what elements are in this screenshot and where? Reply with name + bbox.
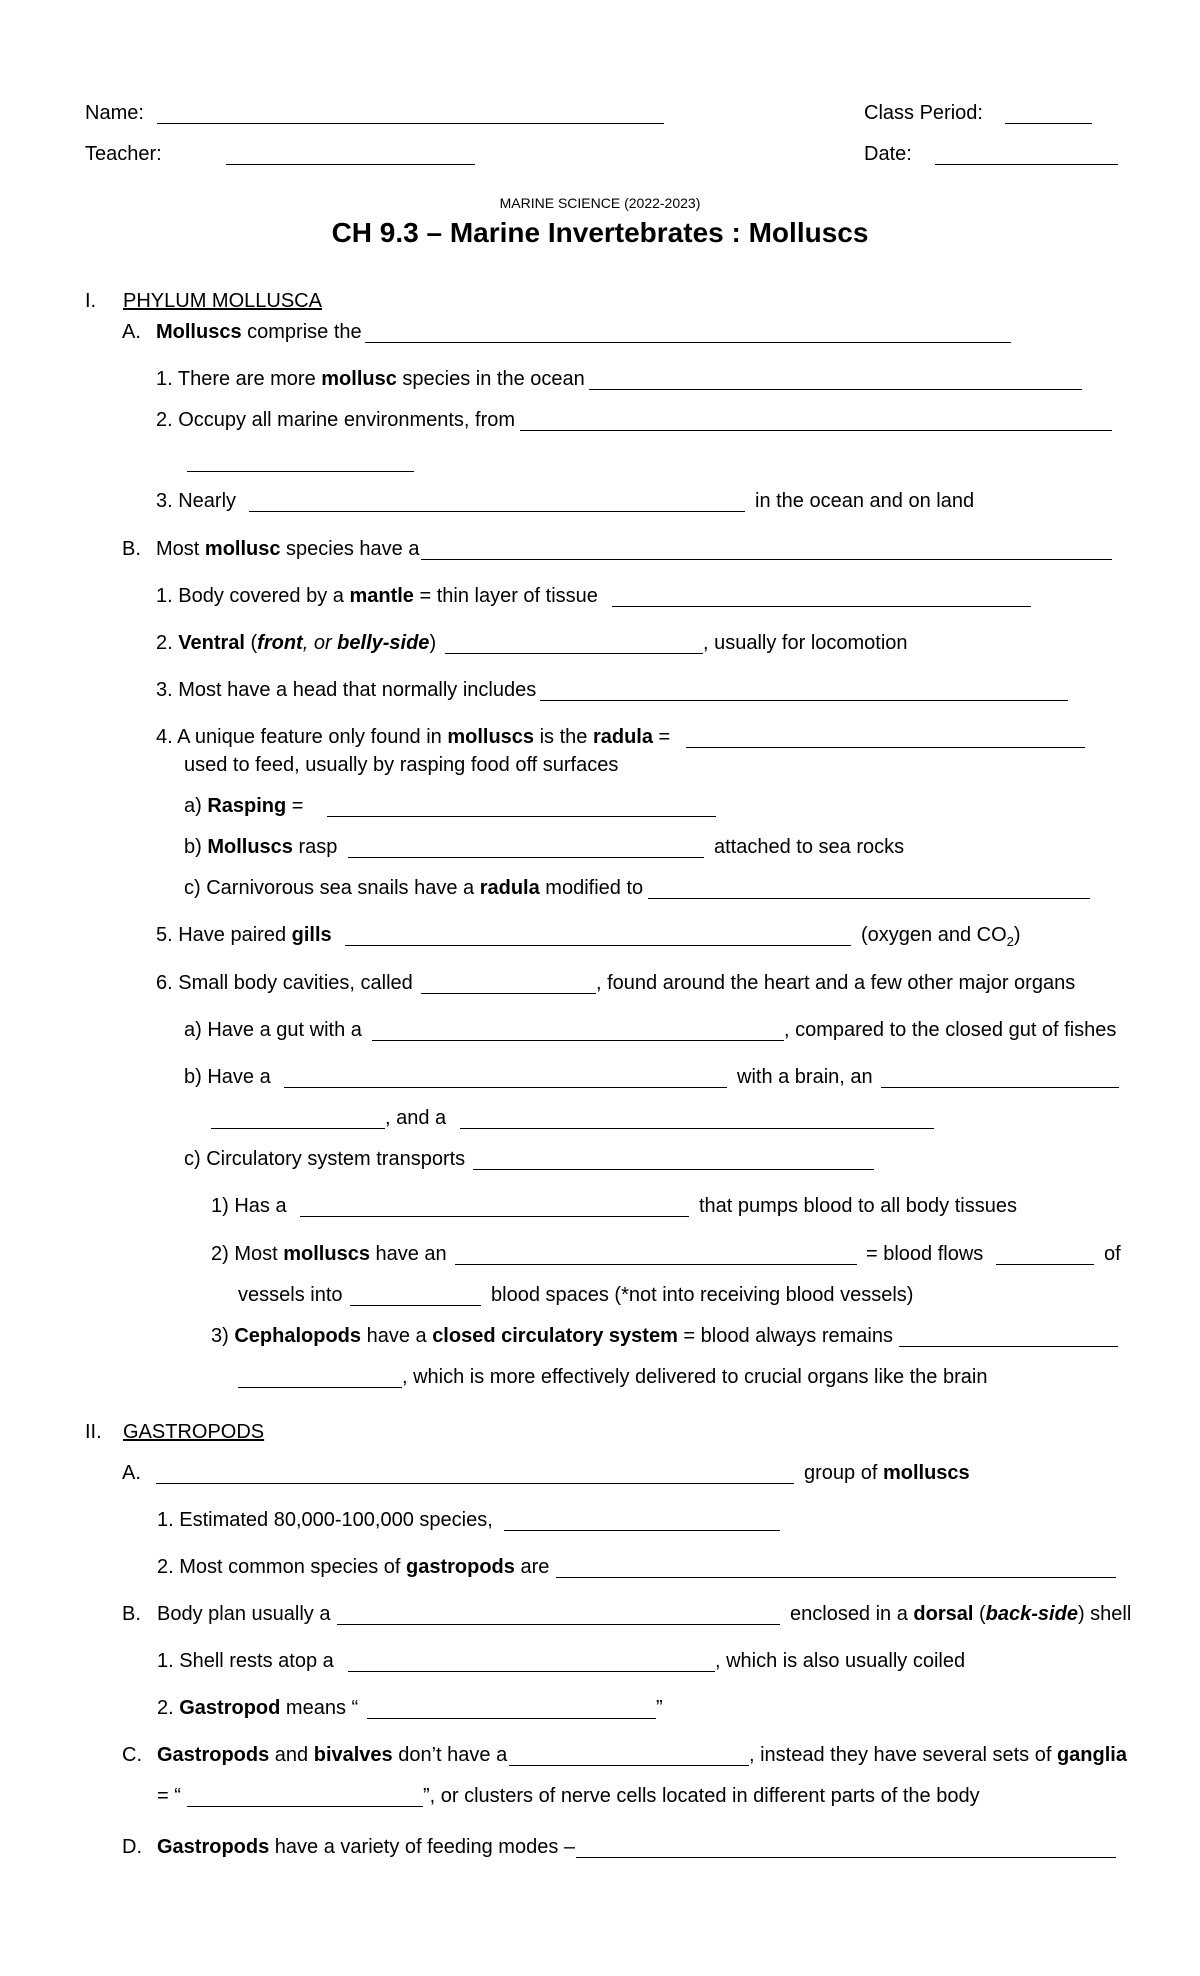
answer-blank[interactable] — [372, 1040, 784, 1041]
item-2d — [0, 1836, 1200, 1876]
bold-term: Gastropod — [179, 1697, 281, 1719]
answer-blank[interactable] — [300, 1216, 689, 1217]
item-text: that pumps blood to all body tissues — [699, 1195, 1017, 1217]
text: rasp — [292, 836, 338, 858]
item-text: c) Circulatory system transports — [184, 1148, 466, 1170]
item-text — [156, 538, 419, 560]
answer-blank[interactable] — [509, 1765, 749, 1766]
section-1-number: I. — [85, 290, 97, 312]
text: ) — [1013, 924, 1021, 946]
answer-blank[interactable] — [520, 430, 1112, 431]
text: = thin layer of tissue — [413, 585, 598, 607]
answer-blank[interactable] — [156, 1483, 794, 1484]
bold-term: closed circulatory system — [432, 1325, 678, 1347]
bold-term: Rasping — [207, 795, 287, 817]
bold-italic-term: belly-side — [337, 632, 430, 654]
text: = blood always remains — [677, 1325, 893, 1347]
page-title: CH 9.3 – Marine Invertebrates : Molluscs — [331, 217, 869, 248]
item-letter: A. — [122, 1462, 141, 1484]
item-1a2-continued — [0, 450, 1200, 490]
text: have a variety of feeding modes – — [269, 1836, 575, 1858]
item-letter: C. — [122, 1744, 142, 1766]
text: (oxygen and CO — [861, 924, 1007, 946]
text: ( — [973, 1603, 986, 1625]
item-text — [156, 924, 332, 946]
text: means “ — [280, 1697, 359, 1719]
answer-blank[interactable] — [211, 1128, 385, 1129]
answer-blank[interactable] — [337, 1624, 780, 1625]
item-text: blood spaces (*not into receiving blood vessels) — [491, 1284, 914, 1306]
text: = — [286, 795, 304, 817]
bold-term: radula — [592, 726, 653, 748]
bold-term: Molluscs — [207, 836, 293, 858]
text: is the — [534, 726, 593, 748]
item-letter: A. — [122, 321, 141, 343]
bold-term: radula — [479, 877, 540, 899]
bold-term: molluscs — [283, 1243, 370, 1265]
section-2-title: GASTROPODS — [123, 1421, 265, 1443]
text: 3) — [211, 1325, 235, 1347]
item-1b6a — [0, 1019, 1200, 1059]
text: c) Carnivorous sea snails have a — [184, 877, 480, 899]
name-input[interactable] — [157, 123, 664, 124]
bold-term: Gastropods — [157, 1744, 270, 1766]
item-text — [157, 1697, 358, 1719]
teacher-row — [0, 143, 1200, 183]
answer-blank[interactable] — [556, 1577, 1116, 1578]
bold-italic-term: back-side — [985, 1603, 1078, 1625]
text: b) — [184, 836, 208, 858]
item-text — [804, 1462, 970, 1484]
answer-blank[interactable] — [996, 1264, 1094, 1265]
item-text: used to feed, usually by rasping food off surfaces — [184, 754, 619, 776]
item-text — [184, 795, 304, 817]
item-text — [157, 1836, 575, 1858]
item-1a1 — [0, 368, 1200, 408]
item-text: 1. Shell rests atop a — [157, 1650, 334, 1672]
answer-blank[interactable] — [345, 945, 851, 946]
bold-term: molluscs — [882, 1462, 970, 1484]
item-text: 6. Small body cavities, called — [156, 972, 413, 994]
item-1b6c1 — [0, 1195, 1200, 1235]
text: enclosed in a — [790, 1603, 914, 1625]
item-text: , and a — [385, 1107, 447, 1129]
item-text: = blood flows — [866, 1243, 984, 1265]
item-text: , which is more effectively delivered to crucial organs like the brain — [402, 1366, 988, 1388]
class-period-label: Class Period: — [864, 102, 983, 124]
item-1b6 — [0, 972, 1200, 1012]
answer-blank[interactable] — [350, 1305, 481, 1306]
answer-blank[interactable] — [504, 1530, 780, 1531]
text: 5. Have paired — [156, 924, 292, 946]
bold-term: dorsal — [913, 1603, 974, 1625]
answer-blank[interactable] — [327, 816, 716, 817]
item-text: Body plan usually a — [157, 1603, 331, 1625]
text: 2) Most — [211, 1243, 284, 1265]
teacher-label: Teacher: — [85, 143, 162, 165]
item-text: 3. Nearly — [156, 490, 237, 512]
item-text: , which is also usually coiled — [715, 1650, 966, 1672]
section-2-number: II. — [85, 1421, 102, 1443]
item-1b6b-continued — [0, 1107, 1200, 1147]
item-text — [749, 1744, 1127, 1766]
answer-blank[interactable] — [348, 1671, 715, 1672]
bold-term: molluscs — [447, 726, 535, 748]
bold-term: Molluscs — [156, 321, 242, 343]
subscript: 2 — [1006, 934, 1014, 949]
answer-blank[interactable] — [576, 1857, 1116, 1858]
item-text: in the ocean and on land — [755, 490, 975, 512]
item-text: , found around the heart and a few other major organs — [596, 972, 1076, 994]
text: ) shell — [1077, 1603, 1132, 1625]
bold-term: mantle — [349, 585, 414, 607]
item-1b — [0, 538, 1200, 578]
item-1a2 — [0, 409, 1200, 449]
bold-term: mollusc — [321, 368, 397, 390]
answer-blank[interactable] — [284, 1087, 727, 1088]
answer-blank[interactable] — [540, 700, 1068, 701]
item-text: a) Have a gut with a — [184, 1019, 362, 1041]
item-1b3 — [0, 679, 1200, 719]
item-2b1 — [0, 1650, 1200, 1690]
name-row — [0, 102, 1200, 142]
item-2c-continued — [0, 1785, 1200, 1825]
bold-term: ganglia — [1056, 1744, 1127, 1766]
answer-blank[interactable] — [460, 1128, 934, 1129]
text: species have a — [280, 538, 420, 560]
item-text: ”, or clusters of nerve cells located in different parts of the body — [423, 1785, 980, 1807]
item-letter: B. — [122, 1603, 141, 1625]
item-1b2 — [0, 632, 1200, 672]
bold-term: Cephalopods — [234, 1325, 362, 1347]
item-text — [790, 1603, 1131, 1625]
text: 1. Body covered by a — [156, 585, 350, 607]
item-1b6c2-continued — [0, 1284, 1200, 1324]
item-1a3 — [0, 490, 1200, 530]
item-1b6c — [0, 1148, 1200, 1188]
item-text: of — [1104, 1243, 1121, 1265]
section-1-title: PHYLUM MOLLUSCA — [123, 290, 322, 312]
item-text — [211, 1325, 893, 1347]
item-2a2 — [0, 1556, 1200, 1596]
item-1b4b — [0, 836, 1200, 876]
course-subtitle: MARINE SCIENCE (2022-2023) — [499, 195, 701, 211]
italic-text: , or — [302, 632, 338, 654]
teacher-input[interactable] — [226, 164, 475, 165]
answer-blank[interactable] — [612, 606, 1031, 607]
text: 2. Most common species of — [157, 1556, 406, 1578]
answer-blank[interactable] — [686, 747, 1085, 748]
text: group of — [804, 1462, 883, 1484]
item-text: vessels into — [238, 1284, 343, 1306]
text: don’t have a — [392, 1744, 508, 1766]
text: Most — [156, 538, 205, 560]
item-text — [157, 1556, 549, 1578]
item-text — [156, 321, 362, 343]
item-2a — [0, 1462, 1200, 1502]
item-text: ” — [656, 1697, 663, 1719]
item-1b6b — [0, 1066, 1200, 1106]
item-2c — [0, 1744, 1200, 1784]
item-text: 1. Estimated 80,000-100,000 species, — [157, 1509, 493, 1531]
item-1a — [0, 321, 1200, 361]
item-text — [861, 924, 1021, 953]
bold-term: gills — [291, 924, 332, 946]
bold-term: Ventral — [178, 632, 245, 654]
bold-term: bivalves — [313, 1744, 393, 1766]
bold-term: Gastropods — [157, 1836, 270, 1858]
item-1b5 — [0, 924, 1200, 964]
item-text — [157, 1744, 507, 1766]
item-text: , compared to the closed gut of fishes — [784, 1019, 1117, 1041]
text: , instead they have several sets of — [749, 1744, 1057, 1766]
item-1b1 — [0, 585, 1200, 625]
item-1b6c3-continued — [0, 1366, 1200, 1406]
answer-blank[interactable] — [473, 1169, 874, 1170]
item-text — [156, 585, 598, 607]
answer-blank[interactable] — [348, 857, 704, 858]
answer-blank[interactable] — [881, 1087, 1119, 1088]
item-text — [211, 1243, 447, 1265]
text: ) — [429, 632, 437, 654]
item-text: with a brain, an — [737, 1066, 873, 1088]
item-text: 2. Occupy all marine environments, from — [156, 409, 516, 431]
text: have an — [369, 1243, 447, 1265]
bold-term: gastropods — [405, 1556, 515, 1578]
text: = — [653, 726, 671, 748]
text: comprise the — [241, 321, 362, 343]
date-label: Date: — [864, 143, 912, 165]
class-period-input[interactable] — [1005, 123, 1092, 124]
item-text: = “ — [157, 1785, 181, 1807]
item-1b4c — [0, 877, 1200, 917]
answer-blank[interactable] — [455, 1264, 857, 1265]
item-text — [156, 368, 585, 390]
item-2b2 — [0, 1697, 1200, 1737]
answer-blank[interactable] — [899, 1346, 1118, 1347]
section-2-heading — [0, 1421, 1200, 1461]
text: 4. A unique feature only found in — [156, 726, 448, 748]
text: and — [269, 1744, 314, 1766]
item-2a1 — [0, 1509, 1200, 1549]
answer-blank[interactable] — [249, 511, 745, 512]
answer-blank[interactable] — [445, 653, 703, 654]
answer-blank[interactable] — [365, 342, 1011, 343]
answer-blank[interactable] — [187, 471, 414, 472]
answer-blank[interactable] — [421, 559, 1112, 560]
item-1b6c3 — [0, 1325, 1200, 1365]
item-1b4a — [0, 795, 1200, 835]
text: 1. There are more — [156, 368, 322, 390]
item-1b6c2 — [0, 1243, 1200, 1283]
item-text — [156, 726, 670, 748]
item-letter: B. — [122, 538, 141, 560]
bold-term: mollusc — [204, 538, 281, 560]
answer-blank[interactable] — [187, 1806, 423, 1807]
answer-blank[interactable] — [421, 993, 596, 994]
answer-blank[interactable] — [238, 1387, 402, 1388]
text: are — [514, 1556, 550, 1578]
item-text: 3. Most have a head that normally includes — [156, 679, 537, 701]
bold-italic-term: front — [257, 632, 303, 654]
answer-blank[interactable] — [589, 389, 1082, 390]
item-2b — [0, 1603, 1200, 1643]
text: have a — [361, 1325, 433, 1347]
item-letter: D. — [122, 1836, 142, 1858]
text: species in the ocean — [396, 368, 585, 390]
item-1b4-continued — [0, 754, 1200, 794]
item-text: , usually for locomotion — [703, 632, 908, 654]
item-text — [156, 632, 436, 654]
text: 2. — [157, 1697, 180, 1719]
item-text: 1) Has a — [211, 1195, 287, 1217]
text: 2. — [156, 632, 179, 654]
text: ( — [244, 632, 258, 654]
item-text: attached to sea rocks — [714, 836, 905, 858]
answer-blank[interactable] — [367, 1718, 656, 1719]
date-input[interactable] — [935, 164, 1118, 165]
item-text — [184, 836, 337, 858]
text: a) — [184, 795, 208, 817]
item-text: b) Have a — [184, 1066, 271, 1088]
answer-blank[interactable] — [648, 898, 1090, 899]
text: modified to — [539, 877, 644, 899]
name-label: Name: — [85, 102, 144, 124]
item-text — [184, 877, 643, 899]
